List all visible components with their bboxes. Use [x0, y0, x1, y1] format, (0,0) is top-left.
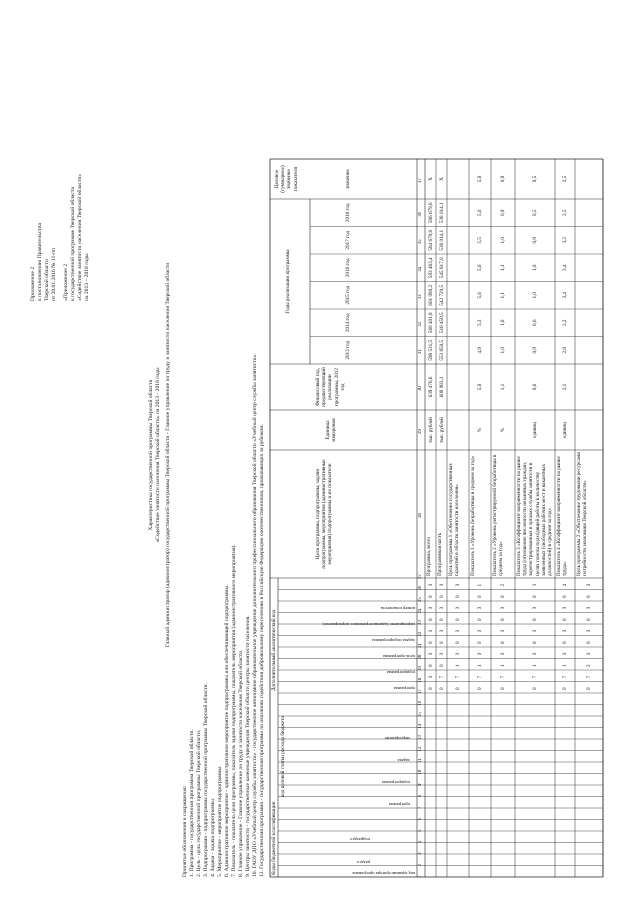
column-number: 1: [418, 875, 423, 878]
row-unit: %: [500, 427, 506, 433]
code-header: Коды бюджетной классификации: [271, 801, 277, 875]
row-year-value: 2,2: [562, 319, 568, 326]
code-cell: 0: [532, 595, 538, 598]
row-unit: [455, 412, 462, 448]
code-cell: 0: [455, 595, 461, 598]
code-cell: 4: [562, 583, 568, 587]
code-cell: 0: [500, 606, 506, 610]
row-year-value: 584 679,8: [427, 229, 434, 251]
row-fin: 600 083,1: [438, 376, 445, 398]
notes-heading: Принятые обозначения и сокращения:: [182, 785, 188, 877]
code-cell: 1: [562, 664, 568, 667]
column-number: 3: [418, 852, 423, 855]
appendix-line: Тверской области: [44, 259, 50, 301]
row-year-value: [455, 228, 462, 254]
row-final: 0,9: [500, 175, 506, 183]
year-header: 2013 год: [345, 340, 351, 360]
row-fin: 0,6: [532, 383, 538, 391]
row-year-value: 0,9: [532, 237, 538, 244]
code-cell: 0: [427, 687, 434, 690]
row-year-value: 2,5: [562, 209, 568, 216]
row-year-value: 545 817,0: [438, 257, 445, 279]
column-number: 14: [418, 723, 423, 729]
code-cell: 0: [455, 629, 461, 633]
code-cell: 0: [477, 595, 483, 598]
column-number: 34: [418, 266, 423, 272]
code-cell: 1: [500, 664, 506, 667]
row-year-value: [455, 255, 462, 281]
row-unit: единиц: [532, 422, 538, 438]
note-item: 2. Цель - цель государственной программы Тверской области.: [196, 729, 202, 877]
column-number: 15: [418, 712, 423, 717]
column-number: 13: [418, 735, 423, 740]
target-part-header: мероприятие: [384, 736, 410, 741]
row-year-value: 586 679,8: [427, 202, 434, 224]
code-cell: 7: [532, 675, 538, 679]
year-header: 2015 год: [345, 285, 351, 305]
code-cell: 0: [427, 618, 434, 621]
row-year-value: [455, 310, 462, 336]
code-cell: 0: [477, 606, 483, 610]
code-cell: 0: [586, 641, 592, 644]
code-cell: 0: [455, 687, 461, 690]
column-number: 10: [418, 769, 423, 775]
target-part-header: подпрограмма: [381, 780, 410, 785]
note-item: 7. Показатель - показатель цели программы, показатель задачи подпрограммы, показатель мероприятия (административного мероприятия).: [231, 544, 237, 877]
code-cell: 0: [586, 595, 592, 598]
code-cell: 0: [586, 583, 592, 587]
row-final: [586, 161, 593, 197]
row-name: Цель программы 2 «Обеспечение трудовыми ресурсами потребности экономики Тверской области»: [576, 452, 589, 576]
extra-code-part: программа: [393, 686, 415, 691]
section-header: раздел: [357, 860, 370, 865]
code-cell: 0: [427, 595, 434, 598]
appendix-line: к постановлению Правительства: [37, 223, 43, 301]
row-year-value: 593 483,4: [427, 257, 434, 279]
code-cell: 0: [477, 652, 483, 656]
column-number: 32: [418, 321, 423, 327]
appendix-line: «Приложение 2: [63, 263, 69, 301]
row-final: 2,5: [562, 175, 568, 183]
column-number: 6: [418, 818, 423, 821]
row-year-value: 538 014,1: [438, 229, 445, 251]
code-cell: 0: [562, 641, 568, 644]
code-cell: 0: [532, 652, 538, 656]
row-year-value: [586, 228, 593, 254]
year-header: 2014 год: [345, 313, 351, 333]
row-unit: единиц: [562, 422, 568, 438]
row-year-value: 601 090,2: [427, 284, 434, 306]
column-number: 16: [418, 700, 423, 706]
code-cell: 0: [586, 652, 592, 656]
code-cell: 0: [500, 595, 506, 598]
column-number: 33: [418, 294, 423, 300]
target-part-header: программа: [388, 802, 410, 807]
admin-code-header: код администратора программы: [352, 871, 415, 876]
note-item: 11. Государственная программа - государственная программа по оказанию содействия добровольному переселению в Российскую Федерацию соотечественников, проживающих за рубежом.: [259, 424, 265, 877]
code-cell: 7: [500, 675, 506, 679]
column-number: 29: [418, 429, 423, 434]
column-number: 20: [418, 654, 423, 660]
code-cell: 0: [532, 687, 538, 690]
row-unit: тыс. рублей: [438, 417, 445, 443]
column-number: 5: [418, 829, 423, 832]
code-cell: 7: [455, 675, 461, 679]
column-number: 37: [418, 178, 423, 183]
column-number: 19: [418, 666, 423, 671]
code-cell: 0: [427, 664, 434, 667]
row-year-value: [586, 255, 593, 281]
column-number: 30: [418, 386, 423, 391]
note-item: 1. Программа - государственная программа Тверской области.: [189, 729, 195, 877]
subsection-header: подраздел: [350, 837, 370, 842]
row-final: [455, 161, 462, 197]
row-year-value: 553 850,5: [438, 339, 445, 361]
row-year-value: 2,8: [562, 347, 568, 354]
code-cell: 0: [427, 629, 434, 633]
code-cell: 0: [438, 652, 445, 656]
row-name: Показатель 3 «Коэффициент напряженности на рынке труда (отношение численности незанятых граждан, зарегистрированных в органах службы занятости в целях поиска подходящей работы к количеству заявленных (свободных рабочих мест и вакантных должностей) в среднем за год»: [516, 456, 554, 576]
extra-code-part: подпрограмма: [386, 670, 415, 675]
row-year-value: 3,2: [562, 237, 568, 244]
row-year-value: 598 531,5: [427, 339, 434, 361]
code-cell: 0: [438, 641, 445, 644]
code-cell: 0: [477, 687, 483, 690]
column-number: 18: [418, 677, 423, 683]
extra-code-part: номер показателя: [380, 606, 415, 611]
column-number: 27: [418, 574, 423, 579]
note-item: 6. Административное мероприятие - административное мероприятие подпрограммы или обеспечивающей подпрограммы.: [224, 584, 230, 877]
row-year-value: [455, 200, 462, 226]
row-year-value: 5,6: [477, 264, 483, 271]
column-number: 17: [418, 689, 423, 694]
row-fin: 5,0: [477, 383, 483, 391]
target-part-header: задача: [397, 758, 410, 763]
appendix-line: «Содействие занятости населения Тверской области»: [77, 173, 83, 301]
row-fin: 639 476,6: [427, 376, 434, 398]
code-cell: 0: [438, 687, 445, 690]
code-cell: 0: [562, 606, 568, 610]
row-name: Показатель 2 «Уровень регистрируемой безработицы в среднем за год»: [492, 454, 505, 576]
extra-code-header: Дополнительный аналитический код: [271, 609, 277, 691]
name-header: Цели программы, подпрограммы, задачи подпрограммы, мероприятия (административные мероприятия) подпрограммы и их показатели: [315, 459, 334, 569]
code-cell: 0: [477, 618, 483, 621]
column-number: 11: [418, 758, 423, 763]
appendix-line: от 20.01.2016 № 11-пп: [51, 247, 57, 301]
column-number: 36: [418, 211, 423, 217]
extra-code-part: мероприятие (административное мероприятие): [322, 622, 415, 627]
code-cell: 0: [438, 595, 445, 598]
fin-header: Финансовый год, предшествующий реализации программы, 2012 год: [315, 367, 346, 407]
row-unit: %: [477, 427, 483, 433]
row-fin: 2,1: [562, 383, 568, 391]
year-header: 2016 год: [345, 258, 351, 278]
note-item: 3. Подпрограмма - подпрограмма государственной программы Тверской области.: [203, 683, 209, 877]
row-year-value: 516 450,5: [438, 312, 445, 334]
code-cell: 0: [586, 687, 592, 690]
row-year-value: 5,6: [477, 292, 483, 299]
row-year-value: 1,0: [532, 264, 538, 271]
code-cell: 2: [586, 664, 592, 667]
row-year-value: 0,9: [532, 347, 538, 354]
appendix-line: к государственной программе Тверской области: [70, 186, 76, 301]
row-year-value: 0,6: [532, 319, 538, 326]
column-number: 25: [418, 597, 423, 602]
note-item: 4. Задача - задача подпрограммы.: [210, 797, 216, 877]
row-year-value: 560 401,8: [427, 312, 434, 334]
code-cell: 0: [562, 618, 568, 621]
code-cell: 0: [586, 606, 592, 610]
code-cell: 1: [532, 664, 538, 667]
row-year-value: 1,0: [500, 347, 506, 354]
column-number: 9: [418, 783, 423, 786]
row-name: Показатель 4 «Коэффициент напряженности на рынке труда»: [556, 456, 569, 576]
code-cell: 0: [427, 652, 434, 656]
code-cell: 0: [586, 618, 592, 621]
code-cell: 0: [500, 641, 506, 644]
code-cell: 0: [532, 606, 538, 610]
row-year-value: 0,5: [532, 209, 538, 216]
row-year-value: 5,3: [477, 319, 483, 326]
code-cell: 0: [562, 629, 568, 633]
column-number: 35: [418, 239, 423, 245]
row-fin: [455, 366, 462, 408]
row-final: 5,0: [477, 175, 483, 183]
row-year-value: 5,5: [477, 237, 483, 244]
row-year-value: [455, 338, 462, 364]
code-cell: 0: [455, 618, 461, 621]
row-fin: [586, 366, 593, 408]
code-cell: 1: [455, 664, 461, 667]
row-fin: 1,1: [500, 383, 506, 391]
code-cell: 0: [455, 652, 461, 656]
code-cell: 0: [438, 606, 445, 610]
row-final: X: [427, 177, 434, 181]
column-number: 31: [418, 349, 423, 355]
code-cell: 2: [500, 583, 506, 587]
row-year-value: 3,4: [562, 292, 568, 299]
unit-header: Единица измерения: [325, 418, 338, 442]
column-number: 2: [418, 864, 423, 867]
note-item: 5. Мероприятие - мероприятие подпрограммы.: [217, 765, 223, 877]
column-number: 28: [418, 513, 423, 518]
row-year-value: 5,0: [477, 209, 483, 216]
administrator-line: Главный администратор (администратор) государственной программы Тверской области - Главное управление по труду и занятости населения Тверской области: [165, 262, 171, 648]
note-item: 10. ГАОУ ДПО «Учебный центр службы занятости» - государственное автономное образовательное учреждение дополнительного профессионального образования Тверской области «Учебный центр службы занятости».: [252, 353, 258, 877]
code-cell: 0: [532, 641, 538, 644]
code-cell: 0: [427, 606, 434, 610]
code-cell: 0: [438, 629, 445, 633]
note-item: 9. Центры занятости - государственные казенные учреждения Тверской области центры занятости населения.: [245, 615, 251, 877]
column-number: 21: [418, 643, 423, 648]
code-cell: 0: [532, 618, 538, 621]
row-name: Программная часть: [437, 532, 443, 576]
code-cell: 1: [477, 583, 483, 587]
row-unit: тыс. рублей: [427, 417, 434, 443]
code-cell: 0: [500, 618, 506, 621]
column-number: 8: [418, 795, 423, 798]
row-year-value: 0,9: [500, 209, 506, 216]
row-final: 0,5: [532, 175, 538, 183]
appendix-line: Приложение 2: [30, 266, 36, 301]
note-item: 8. Главное управление - Главное управление по труду и занятости населения Тверской области.: [238, 649, 244, 877]
code-cell: 7: [438, 675, 445, 679]
row-final: X: [438, 177, 445, 181]
code-cell: 7: [586, 675, 592, 679]
appendix-line: на 2013 – 2018 годы: [84, 253, 90, 301]
row-year-value: 1,0: [532, 292, 538, 299]
row-name: Программа, всего: [426, 536, 432, 576]
final-subheader: значение: [345, 169, 351, 189]
page-subtitle: «Содействие занятости населения Тверской области» на 2013 - 2018 годы: [155, 367, 161, 543]
column-number: 24: [418, 608, 423, 614]
column-number: 4: [418, 841, 423, 844]
row-year-value: 542 720,5: [438, 284, 445, 306]
row-year-value: 538 014,1: [438, 202, 445, 224]
row-year-value: 1,1: [500, 292, 506, 299]
code-cell: 7: [477, 675, 483, 679]
code-cell: 0: [532, 629, 538, 633]
row-year-value: [586, 310, 593, 336]
code-cell: 0: [455, 641, 461, 644]
code-cell: 0: [562, 687, 568, 690]
column-number: 12: [418, 746, 423, 752]
row-year-value: 1,1: [500, 264, 506, 271]
column-number: 23: [418, 620, 423, 625]
column-number: 7: [418, 806, 423, 809]
code-cell: 0: [477, 641, 483, 644]
extra-code-part: цель программы: [382, 654, 415, 659]
code-cell: 0: [477, 629, 483, 633]
column-number: 22: [418, 631, 423, 637]
page-title: Характеристика государственной программы Тверской области: [148, 379, 154, 531]
row-year-value: 1,0: [500, 237, 506, 244]
row-year-value: 3,4: [562, 264, 568, 271]
code-cell: 0: [500, 687, 506, 690]
code-cell: 0: [438, 618, 445, 621]
code-cell: 1: [477, 664, 483, 667]
row-year-value: [586, 200, 593, 226]
code-cell: 3: [532, 583, 538, 587]
row-year-value: [586, 283, 593, 309]
code-cell: 7: [562, 675, 568, 679]
code-cell: 0: [455, 606, 461, 610]
code-cell: 0: [427, 641, 434, 644]
row-year-value: 1,0: [500, 319, 506, 326]
code-cell: 0: [500, 629, 506, 633]
year-header: 2018 год: [345, 203, 351, 223]
row-year-value: [455, 283, 462, 309]
code-cell: 0: [427, 675, 434, 679]
code-cell: 0: [586, 629, 592, 633]
code-cell: 0: [500, 652, 506, 656]
column-number: 26: [418, 585, 423, 591]
code-cell: 0: [438, 664, 445, 667]
row-name: Цель программы 1 «Обеспечение государственных гарантий в области занятости населения»: [448, 463, 461, 576]
code-cell: 0: [438, 583, 445, 587]
code-cell: 0: [562, 652, 568, 656]
extra-code-part: задача подпрограммы: [372, 638, 415, 643]
years-header: Годы реализации программы: [285, 249, 291, 314]
row-year-value: [586, 338, 593, 364]
row-name: Показатель 1 «Уровень безработицы в среднем за год»: [470, 455, 476, 576]
row-unit: [586, 412, 593, 448]
code-cell: 0: [455, 583, 461, 587]
final-header: Целевое (суммарное) значение показателя: [274, 165, 299, 193]
code-cell: 0: [427, 583, 434, 587]
year-header: 2017 год: [345, 230, 351, 250]
row-year-value: 4,9: [477, 347, 483, 354]
code-cell: 0: [562, 595, 568, 598]
target-code-header: код целевой статьи расхода бюджета: [280, 716, 286, 797]
